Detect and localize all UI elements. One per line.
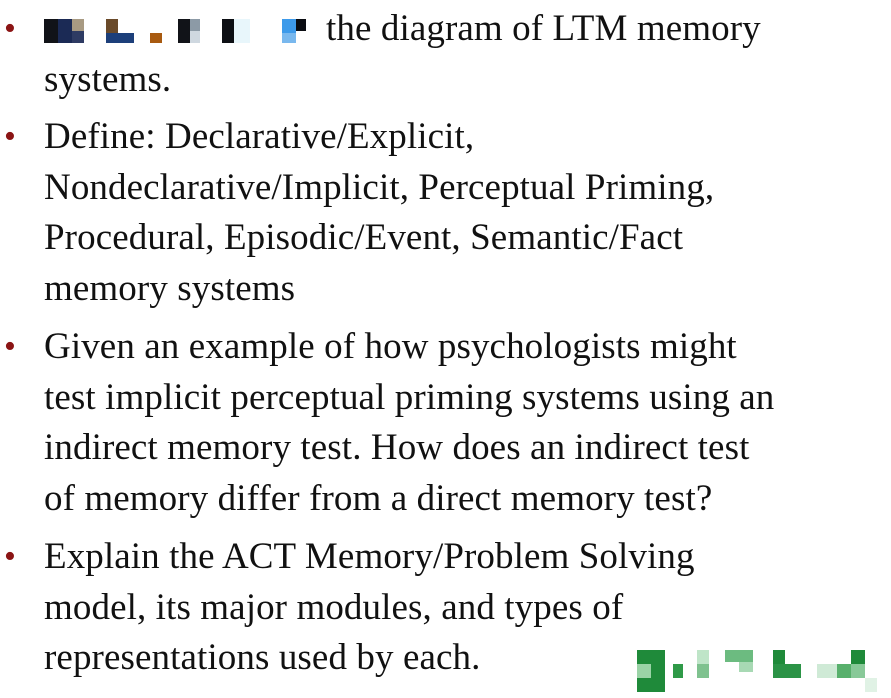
bullet-line: model, its major modules, and types of [44,586,624,628]
bullet-marker: • [4,328,16,365]
bullet-text [44,322,880,524]
bullet-line: Explain the ACT Memory/Problem Solving [44,536,695,577]
bullet-line: memory systems [44,267,296,309]
bullet-line: indirect memory test. How does an indirect test [44,427,750,468]
bullet-line: systems. [44,58,172,100]
bullet-marker: • [4,10,16,47]
bullet-line: Define: Declarative/Explicit, [44,116,475,157]
bullet-line-text: the diagram of LTM memory [326,8,761,49]
bullet-text [44,4,880,105]
bullet-marker: • [4,538,16,575]
bullet-line [44,4,880,55]
bullet-line: Procedural, Episodic/Event, Semantic/Fact [44,217,684,258]
bullet-line: representations used by each. [44,637,481,678]
pixel-logo-icon [637,650,877,692]
bullet-line: Nondeclarative/Implicit, Perceptual Priming, [44,166,715,208]
bullet-line: Given an example of how psychologists might [44,326,737,367]
bullet-line: of memory differ from a direct memory test? [44,477,713,519]
redacted-text-block [44,11,316,43]
bullet-text [44,112,880,314]
bullet-marker: • [4,118,16,155]
bullet-line: test implicit perceptual priming systems using an [44,376,775,418]
